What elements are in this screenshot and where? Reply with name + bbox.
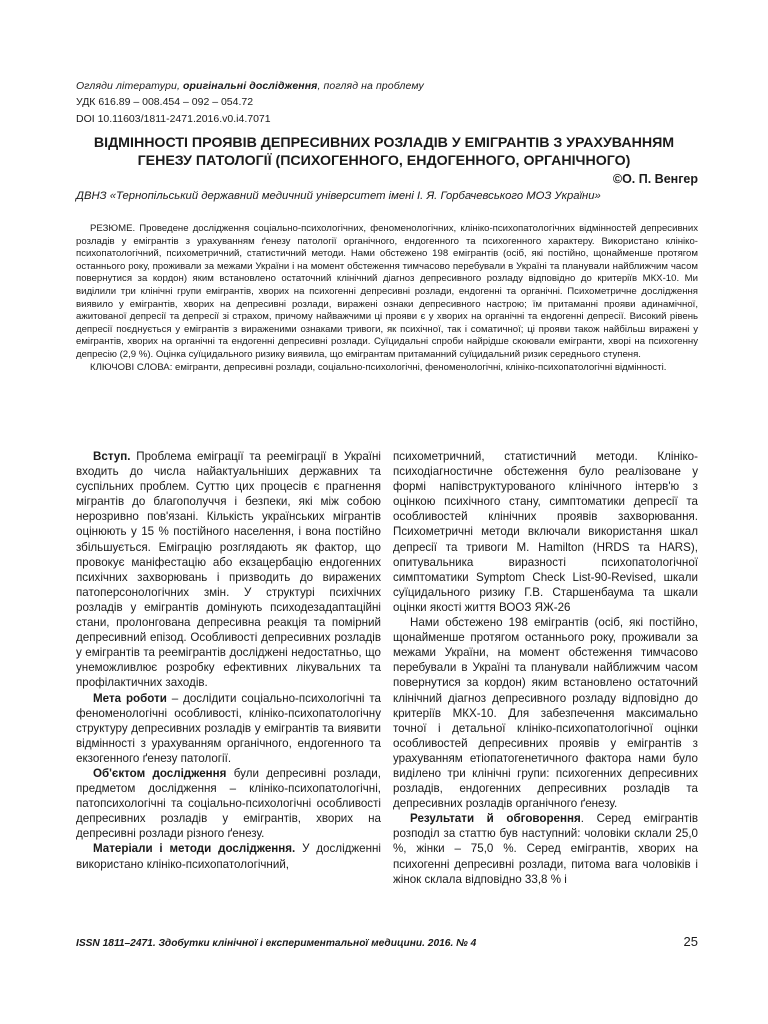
abstract-keywords: КЛЮЧОВІ СЛОВА: емігранти, депресивні розлади, соціально-психологічні, феноменологічні, клініко-психопатологічні відмінності. (90, 361, 667, 373)
abstract (76, 223, 698, 374)
doi: DOI 10.11603/1811-2471.2016.v0.i4.7071 (76, 113, 271, 125)
sample-paragraph: Нами обстежено 198 емігрантів (осіб, які постійно, щонайменше протягом останнього року, проживали за межами України, на момент обстеження тимчасово перебували в Україні та планували найближчим часом повернутися за кордон) яким встановлено остаточний клінічний діагноз депресивного розладу відповідно до критеріїв МКХ-10. Для забезпечення максимально точної і детальної клініко-психопатологічної оцінки особливостей депресивних проявів у емігрантів з урахуванням етіопатогенетичного фактора нами було виділено три клінічні групи: психогенних депресивних розладів, ендогенних депресивних розладів та депресивних розладів органічного ґенезу. (393, 616, 698, 811)
affiliation: ДВНЗ «Тернопільський державний медичний університет імені І. Я. Горбачевського МОЗ України» (76, 190, 601, 202)
intro-heading: Вступ. (93, 450, 131, 463)
aim-heading: Мета роботи (93, 691, 167, 705)
aim-paragraph (76, 691, 381, 766)
category-suffix: , погляд на проблему (317, 80, 424, 92)
object-heading: Об'єктом дослідження (93, 766, 227, 780)
author: ©О. П. Венгер (612, 172, 698, 186)
methods-heading: Матеріали і методи дослідження. (93, 842, 296, 856)
aim-text: – дослідити соціально-психологічні та феноменологічні особливості, клініко-психопатологічну структуру депресивних розладів у емігрантів та виявити відмінності з урахуванням органічного, ендогенного та екзогенного ґенезу патології. (76, 691, 381, 765)
body-column-left (76, 449, 381, 872)
page-number: 25 (683, 934, 698, 949)
methods-continued: психометричний, статистичний методи. Клініко-психодіагностичне обстеження було реалізоване у формі напівструктурованого клінічного інтерв'ю з оцінкою психічного стану, симптоматики депресії та особливостей клінічних проявів захворювання. Психометричні методи включали використання шкал депресії та тривоги М. Hamilton (HRDS та HARS), опитувальника виразності психопатологічної симптоматики Symptom Check List-90-Revised, шкали суїцидального ризику Г.В. Старшенбаума та шкали оцінки якості життя ВООЗ ЯЖ-26 (393, 450, 698, 614)
intro-paragraph (76, 449, 381, 691)
results-text: . Серед емігрантів розподіл за статтю був наступний: чоловіки склали 25,0 %, жінки – 75,0 %. Серед емігрантів, хворих на психогенні депресивні розлади, питома вага чоловіків і жінок склала відповідно 33,8 % і (393, 812, 698, 886)
udk-code: УДК 616.89 – 008.454 – 092 – 054.72 (76, 96, 254, 108)
journal-footer: ISSN 1811–2471. Здобутки клінічної і експериментальної медицини. 2016. № 4 (76, 938, 477, 949)
results-heading: Результати й обговорення (410, 812, 581, 826)
category-active: оригінальні дослідження (183, 80, 318, 92)
methods-text: У дослідженні використано клініко-психопатологічний, (76, 842, 381, 871)
body-column-right (393, 449, 698, 887)
abstract-summary: РЕЗЮМЕ. Проведене дослідження соціально-психологічних, феноменологічних, клініко-психопатологічних відмінностей депресивних розладів у емігрантів з урахуванням ґенезу патології органічного, ендогенного та психогенного характеру. Використано клініко-психопатологічний, психометричний, статистичний методи. Нами обстежено 198 емігрантів (осіб, які постійно, щонайменше протягом останнього року, проживали за межами України і на момент обстеження тимчасово перебували в Україні та планували найближчим часом повернутися за кордон) яким встановлено остаточний клінічний діагноз депресивного розладу відповідно до критеріїв МКХ-10. Ми виділили три клінічні групи емігрантів, хворих на психогенні депресивні розлади, ендогенні та органічні. Психометричне дослідження виявило у емігрантів, хворих на депресивні розлади, виражені ознаки депресивного настрою; їм притаманні прояви адинамічної, ажитованої депресії та депресії зі страхом, причому найважчими ці прояви є у хворих на органічні та ендогенні депресії. Високий рівень депресії поєднується у емігрантів з вираженими ознаками тривоги, як психічної, так і соматичної; ці прояви також найбільш виражені у емігрантів, хворих на органічні та ендогенні депресивні розлади. Суїцидальні спроби найрідше скоювали емігранти, хворі на психогенну депресію (2,9 %). Оцінка суїцидального ризику виявила, що емігрантам притаманний суїцидальний ризик середнього ступеня. (76, 223, 698, 360)
object-text: були депресивні розлади, предметом дослідження – клініко-психопатологічні, патопсихологічні та соціально-психологічні особливості депресивних розладів у емігрантів, хворих на депресивні розлади різного ґенезу. (76, 766, 381, 841)
section-category-line (76, 80, 424, 92)
object-paragraph (76, 766, 381, 841)
results-paragraph (393, 811, 698, 886)
category-prefix: Огляди літератури, (76, 80, 184, 92)
intro-text: Проблема еміграції та рееміграції в Україні входить до числа найактуальніших державних та суспільних проблем. Суттю цих процесів є прагнення мігрантів до благополуччя і безпеки, які між собою нерозривно пов'язані. Кількість українських мігрантів оцінюють у 15 % постійного населення, і вона постійно збільшується. Еміграцію розглядають як фактор, що провокує маніфестацію або екзацербацію ендогенних психічних захворювань і призводить до виражених патоперсонологічних змін. У структурі психічних розладів у емігрантів домінують психодезадаптаційні стани, пролонгована депресивна реакція та помірний депресивний епізод. Особливості депресивних розладів у емігрантів та реемігрантів досліджені недостатньо, що унеможливлює розробку ефективних лікувальних та профілактичних заходів. (76, 450, 381, 690)
methods-paragraph (76, 841, 381, 871)
article-title: ВІДМІННОСТІ ПРОЯВІВ ДЕПРЕСИВНИХ РОЗЛАДІВ У ЕМІГРАНТІВ З УРАХУВАННЯМ ГЕНЕЗУ ПАТОЛОГІЇ (ПСИХОГЕННОГО, ЕНДОГЕННОГО, ОРГАНІЧНОГО) (93, 135, 675, 169)
